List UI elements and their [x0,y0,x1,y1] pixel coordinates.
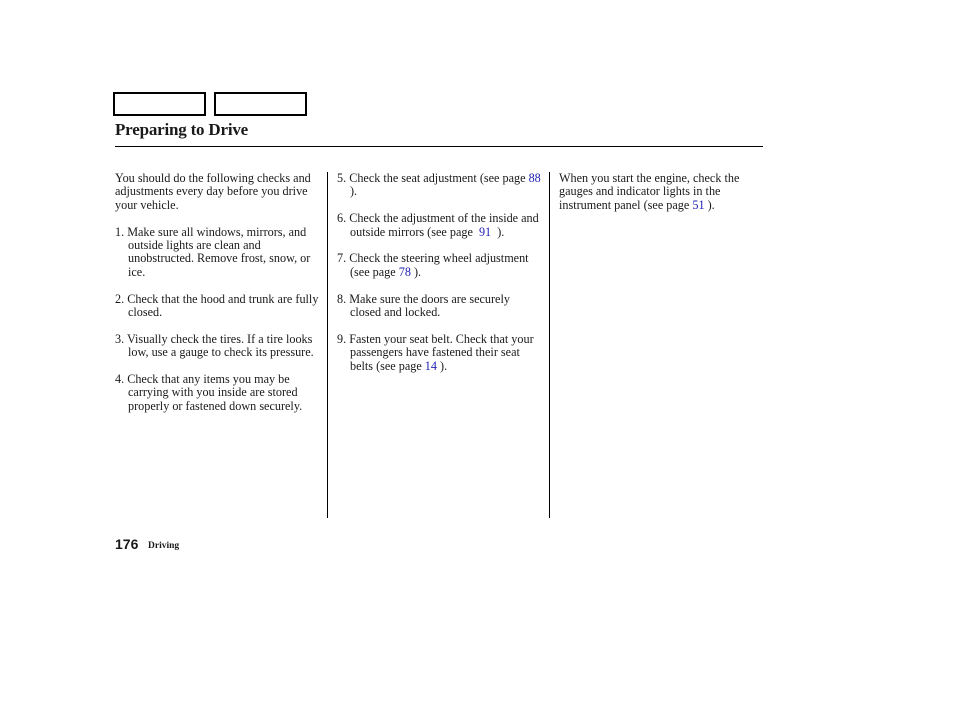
column-divider [327,172,328,518]
list-item [337,333,541,373]
header-tab-1 [113,92,206,116]
column-1 [115,172,322,427]
intro-paragraph: You should do the following checks and adjustments every day before you drive your vehicle. [115,171,311,212]
list-item [337,172,541,199]
title-rule [115,146,763,147]
section-name: Driving [148,541,180,551]
page-link[interactable]: 14 [424,358,437,373]
item-text: 6. Check the adjustment of the inside and outside mirrors (see page [337,211,542,239]
item-text-end: ). [410,264,422,279]
list-item [337,212,541,239]
page-link[interactable]: 88 [528,171,541,185]
item-text: 5. Check the seat adjustment (see page [337,171,529,185]
list-item [337,293,541,320]
page-number: 176 [115,536,139,552]
list-item: 2. Check that the hood and trunk are fully closed. [115,291,319,320]
header-tab-2 [214,92,307,116]
page-link[interactable]: 51 [692,197,705,212]
paragraph-text: When you start the engine, check the gauges and indicator lights in the instrument panel (see page [559,171,740,212]
column-3 [559,172,765,226]
page-title: Preparing to Drive [115,120,248,139]
list-item [337,252,541,279]
column-2 [337,172,541,386]
item-text: 7. Check the steering wheel adjustment (see page [337,251,529,279]
item-text-end: ). [436,358,448,373]
paragraph-text-end: ). [704,197,715,212]
list-item: 1. Make sure all windows, mirrors, and outside lights are clean and unobstructed. Remove frost, snow, or ice. [115,224,311,279]
page-link[interactable]: 78 [398,264,411,279]
column-divider [549,172,550,518]
item-text-end: ). [350,184,358,199]
item-text: 9. Fasten your seat belt. Check that your passengers have fastened their seat belts (see page [337,331,534,373]
page-link[interactable]: 91 [478,224,492,239]
list-item: 3. Visually check the tires. If a tire looks low, use a gauge to check its pressure. [115,331,314,360]
list-item: 4. Check that any items you may be carrying with you inside are stored properly or fastened down securely. [115,372,303,413]
item-text-end: ). [491,224,505,239]
item-text: 8. Make sure the doors are securely closed and locked. [337,291,510,320]
engine-paragraph [559,172,765,212]
